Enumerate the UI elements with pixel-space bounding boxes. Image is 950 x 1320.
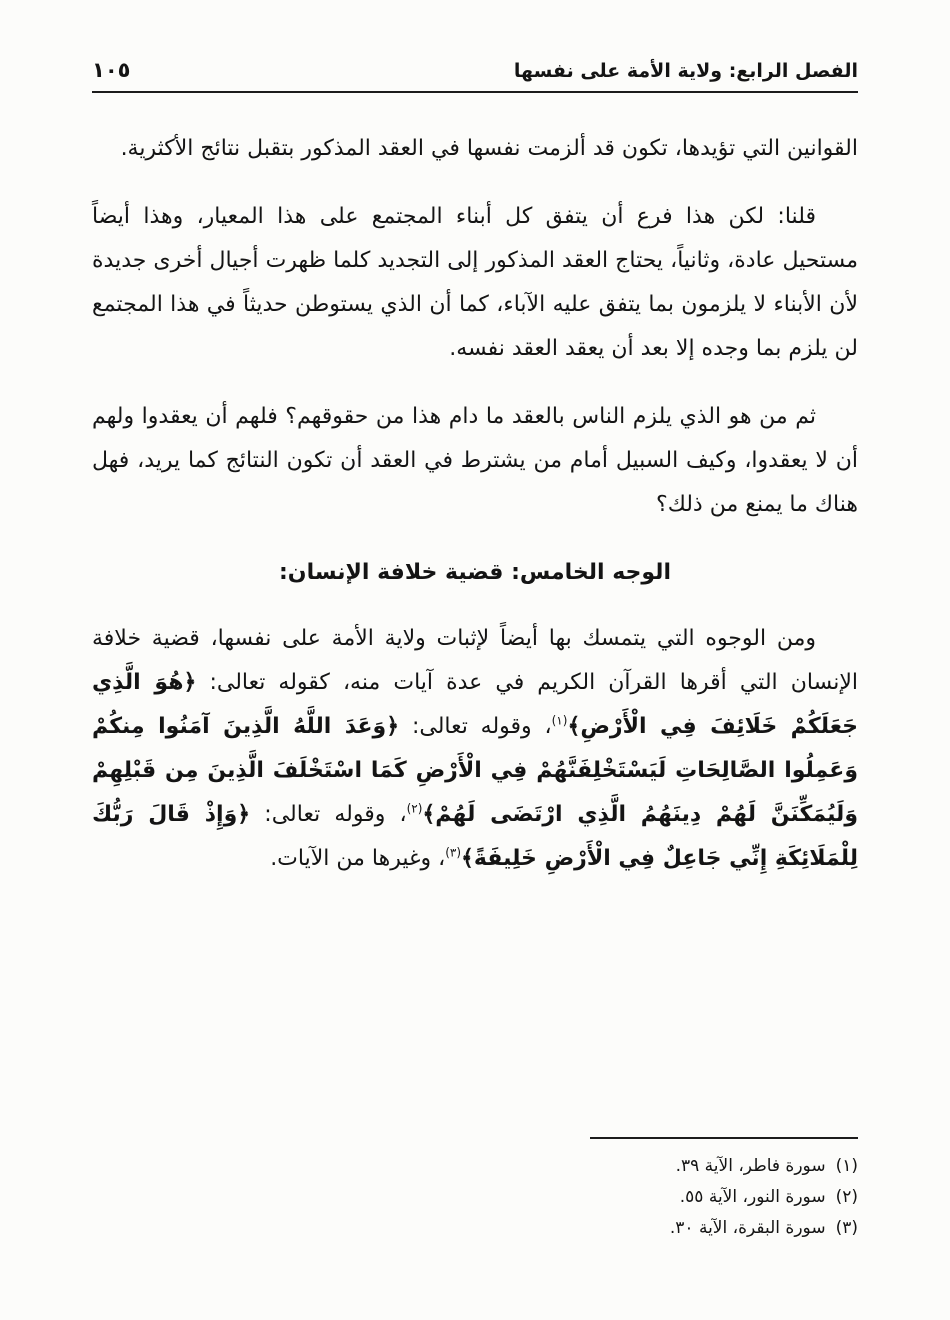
body-text-segment: ، وغيرها من الآيات. [270, 846, 446, 871]
footnote-3 [92, 1213, 858, 1244]
footnote-marker: (١) [835, 1156, 858, 1176]
paragraph-2: قلنا: لكن هذا فرع أن يتفق كل أبناء المجتمع على هذا المعيار، وهذا أيضاً مستحيل عادة، وثانياً، يحتاج العقد المذكور إلى التجديد كلما ظهرت أجيال أخرى جديدة لأن الأبناء لا يلزمون بما يتفق عليه الآباء، كما أن الذي يستوطن حديثاً في هذا المجتمع لن يلزم بما وجده إلا بعد أن يعقد العقد نفسه. [92, 204, 858, 361]
footnote-text: سورة فاطر، الآية ٣٩. [675, 1156, 826, 1176]
body-text-segment: ، وقوله تعالى: [399, 714, 552, 739]
section-heading: الوجه الخامس: قضية خلافة الإنسان: [279, 560, 671, 585]
footnote-text: سورة النور، الآية ٥٥. [679, 1187, 826, 1207]
footnote-marker: (٣) [835, 1218, 858, 1238]
page-number: ١٠٥ [92, 58, 131, 82]
footnote-marker: (٢) [835, 1187, 858, 1207]
footnote-ref-2: (٢) [406, 801, 423, 816]
paragraph-3: ثم من هو الذي يلزم الناس بالعقد ما دام هذا من حقوقهم؟ فلهم أن يعقدوا ولهم أن لا يعقدوا، وكيف السبيل أمام من يشترط في العقد أن تكون النتائج كما يريد، فهل هناك ما يمنع من ذلك؟ [92, 404, 858, 517]
footnotes-section [92, 1137, 858, 1244]
paragraph-4 [92, 617, 858, 881]
footnote-2 [92, 1182, 858, 1213]
body-text-segment: ، وقوله تعالى: [250, 802, 407, 827]
footnote-ref-1: (١) [551, 713, 568, 728]
footnote-1 [92, 1151, 858, 1182]
page-body [92, 93, 858, 881]
paragraph-1: القوانين التي تؤيدها، تكون قد ألزمت نفسها في العقد المذكور بتقبل نتائج الأكثرية. [120, 136, 858, 161]
quran-quote-1: ﴿هُوَ الَّذِي جَعَلَكُمْ خَلَائِفَ فِي الْأَرْضِ﴾ [92, 670, 858, 739]
body-text-segment: ومن الوجوه التي يتمسك بها أيضاً لإثبات ولاية الأمة على نفسها، قضية خلافة الإنسان التي أقرها القرآن الكريم في عدة آيات منه، كقوله تعالى: [92, 626, 858, 695]
page-header [92, 58, 858, 91]
footnote-separator [590, 1137, 858, 1139]
chapter-title: الفصل الرابع: ولاية الأمة على نفسها [513, 60, 858, 82]
quran-quote-2: ﴿وَعَدَ اللَّهُ الَّذِينَ آمَنُوا مِنكُمْ وَعَمِلُوا الصَّالِحَاتِ لَيَسْتَخْلِفَنَّهُمْ فِي الْأَرْضِ كَمَا اسْتَخْلَفَ الَّذِينَ مِن قَبْلِهِمْ وَلَيُمَكِّنَنَّ لَهُمْ دِينَهُمُ الَّذِي ارْتَضَى لَهُمْ﴾ [92, 714, 858, 827]
footnote-text: سورة البقرة، الآية ٣٠. [669, 1218, 826, 1238]
quran-quote-3: ﴿وَإِذْ قَالَ رَبُّكَ لِلْمَلَائِكَةِ إِنِّي جَاعِلٌ فِي الْأَرْضِ خَلِيفَةً﴾ [92, 802, 858, 871]
footnote-ref-3: (٣) [445, 845, 462, 860]
